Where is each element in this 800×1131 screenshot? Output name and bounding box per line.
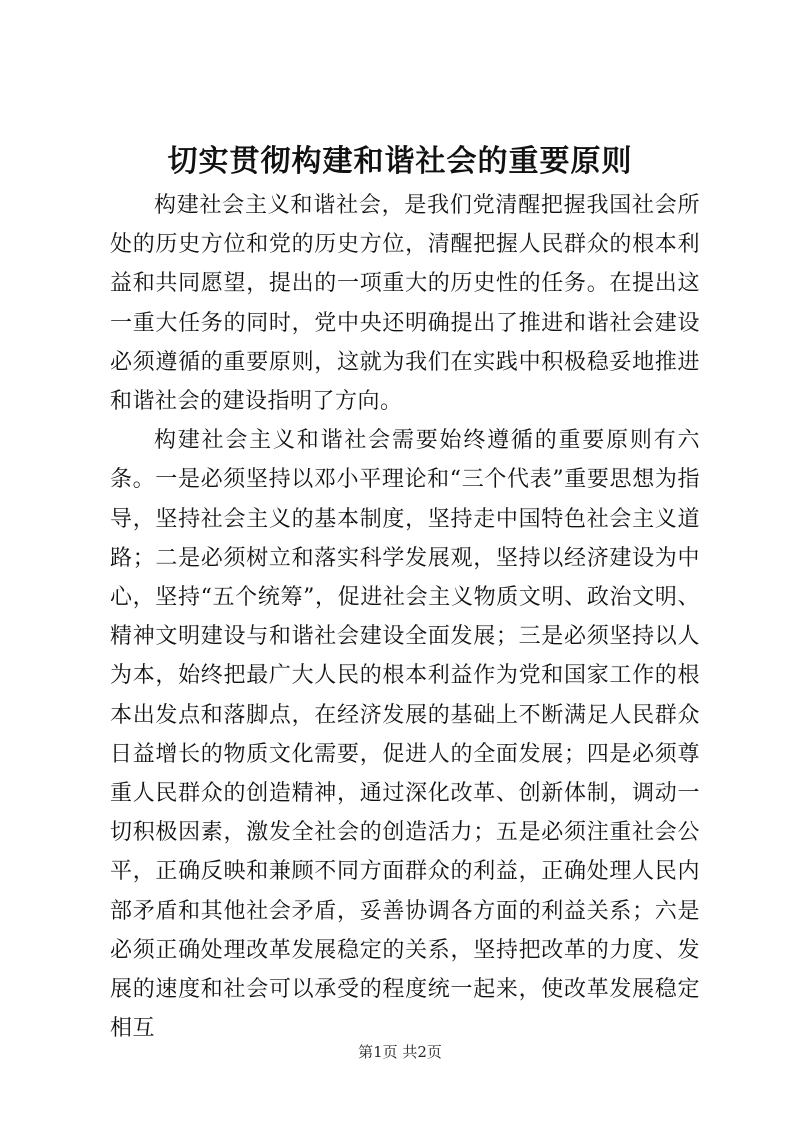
page-number-footer: 第1页 共2页: [358, 1043, 442, 1061]
paragraph-1: 构建社会主义和谐社会，是我们党清醒把握我国社会所处的历史方位和党的历史方位，清醒把握人民群众的根本利益和共同愿望，提出的一项重大的历史性的任务。在提出这一重大任务的同时，党中央还明确提出了推进和谐社会建设必须遵循的重要原则，这就为我们在实践中积极稳妥地推进和谐社会的建设指明了方向。: [110, 193, 700, 415]
paragraph-2: 构建社会主义和谐社会需要始终遵循的重要原则有六条。一是必须坚持以邓小平理论和“三个代表”重要思想为指导，坚持社会主义的基本制度，坚持走中国特色社会主义道路；二是必须树立和落实科学发展观，坚持以经济建设为中心，坚持“五个统筹”，促进社会主义物质文明、政治文明、精神文明建设与和谐社会建设全面发展；三是必须坚持以人为本，始终把最广大人民的根本利益作为党和国家工作的根本出发点和落脚点，在经济发展的基础上不断满足人民群众日益增长的物质文化需要，促进人的全面发展；四是必须尊重人民群众的创造精神，通过深化改革、创新体制，调动一切积极因素，激发全社会的创造活力；五是必须注重社会公平，正确反映和兼顾不同方面群众的利益，正确处理人民内部矛盾和其他社会矛盾，妥善协调各方面的利益关系；六是必须正确处理改革发展稳定的关系，坚持把改革的力度、发展的速度和社会可以承受的程度统一起来，使改革发展稳定相互: [110, 428, 700, 1042]
document-body: [110, 186, 700, 1048]
document-title: 切实贯彻构建和谐社会的重要原则: [167, 144, 633, 179]
